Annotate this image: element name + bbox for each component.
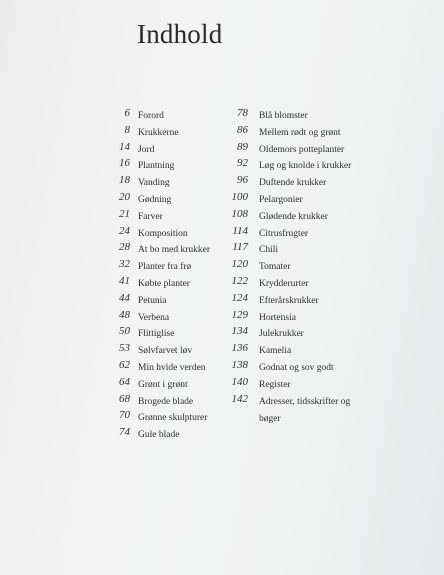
toc-entry-title: Flittiglise: [138, 329, 175, 340]
toc-page-number: 136: [231, 342, 248, 355]
toc-page-number: 134: [231, 325, 248, 338]
toc-entry-title: Glødende krukker: [259, 211, 328, 222]
toc-page-number: 100: [231, 190, 248, 203]
toc-entry-title: Pelargonier: [259, 194, 303, 205]
toc-page-number: 78: [237, 107, 248, 119]
toc-entry-title: Petunia: [138, 295, 167, 306]
toc-entry-title: Mellem rødt og grønt: [259, 127, 341, 138]
toc-page-number: 92: [237, 157, 248, 170]
toc-entry-title: Hortensia: [259, 312, 296, 323]
toc-entry-title: Jord: [138, 144, 155, 155]
toc-page-number: 44: [119, 291, 130, 304]
toc-page-number: 16: [119, 157, 130, 170]
toc-entry-title: Grønt i grønt: [138, 379, 188, 390]
toc-page-number: 117: [232, 241, 248, 254]
toc-entry-title: Plantning: [138, 161, 175, 172]
toc-entry-title: Løg og knolde i krukker: [259, 161, 352, 172]
toc-page-number: 8: [124, 123, 130, 136]
toc-page-number: 50: [119, 325, 130, 338]
toc-page-number: 28: [119, 241, 130, 254]
toc-entry-title: Register: [259, 379, 291, 390]
toc-entry-title: Købte planter: [138, 278, 190, 289]
toc-page-number: 140: [231, 375, 248, 388]
toc-page-number: 124: [231, 291, 248, 304]
toc-entry-title: Duftende krukker: [259, 178, 327, 189]
toc-entry-title: Forord: [138, 111, 164, 121]
toc-page-number: 96: [237, 174, 248, 187]
toc-page-number: 129: [231, 308, 248, 321]
toc-entry-title: Julekrukker: [259, 329, 304, 340]
toc-entry-title: Gødning: [138, 194, 172, 205]
toc-page-number: 53: [119, 342, 130, 355]
toc-page-number: 138: [231, 358, 248, 371]
toc-entry-title: Blå blomster: [259, 111, 308, 121]
toc-page-number: 62: [119, 358, 130, 371]
toc-entry-title: Planter fra frø: [138, 262, 192, 273]
toc-entry-title: Min hvide verden: [138, 362, 206, 373]
toc-page-number: 21: [119, 207, 130, 220]
toc-entry-title: Chili: [259, 245, 279, 256]
toc-entry-title: Vanding: [138, 178, 170, 189]
toc-entry-title: Oldemors potteplanter: [259, 144, 345, 155]
toc-entry-title: Citrusfrugter: [259, 228, 309, 239]
toc-entry-title: Gule blade: [138, 430, 180, 441]
toc-page-number: 89: [237, 140, 248, 153]
toc-entry-title: Grønne skulpturer: [138, 413, 208, 424]
page-title: Indhold: [137, 19, 223, 49]
toc-page-number: 142: [231, 392, 248, 405]
toc-entry-title: Godnat og sov godt: [259, 362, 334, 373]
toc-page-number: 68: [119, 392, 130, 405]
toc-entry-title: Tomater: [259, 262, 291, 273]
toc-entry-title: Verbena: [138, 312, 170, 323]
toc-page-number: 24: [119, 224, 130, 237]
toc-page-number: 120: [231, 258, 248, 271]
toc-page-number: 32: [119, 258, 130, 271]
toc-page-number: 114: [232, 224, 248, 237]
toc-page-number: 122: [231, 274, 248, 287]
toc-page-number: 64: [119, 375, 130, 388]
toc-page-number: 18: [119, 174, 130, 187]
toc-page-number: 14: [119, 140, 130, 153]
toc-page-number: 6: [124, 107, 130, 119]
toc-entry-title: Adresser, tidsskrifter og bøger: [259, 396, 351, 424]
toc-entry-title: At bo med krukker: [138, 245, 211, 256]
toc-entry-title: Kamelia: [259, 346, 292, 357]
toc-page-number: 86: [237, 123, 248, 136]
toc-page-number: 70: [119, 409, 130, 422]
toc-entry-title: Sølvfarvet løv: [138, 346, 193, 357]
toc-entry-title: Brogede blade: [138, 396, 194, 407]
toc-entry-title: Komposition: [138, 228, 188, 239]
toc-page-number: 74: [119, 426, 130, 439]
toc-page-number: 108: [231, 207, 248, 220]
toc-entry-title: Farver: [138, 211, 163, 222]
toc-entry-title: Krydderurter: [259, 278, 309, 289]
toc-page-number: 41: [119, 274, 130, 287]
toc-page-number: 20: [119, 190, 130, 203]
toc-entry-title: Efterårskrukker: [259, 295, 319, 306]
toc-page-number: 48: [119, 308, 130, 321]
toc-entry-title: Krukkerne: [138, 127, 179, 138]
